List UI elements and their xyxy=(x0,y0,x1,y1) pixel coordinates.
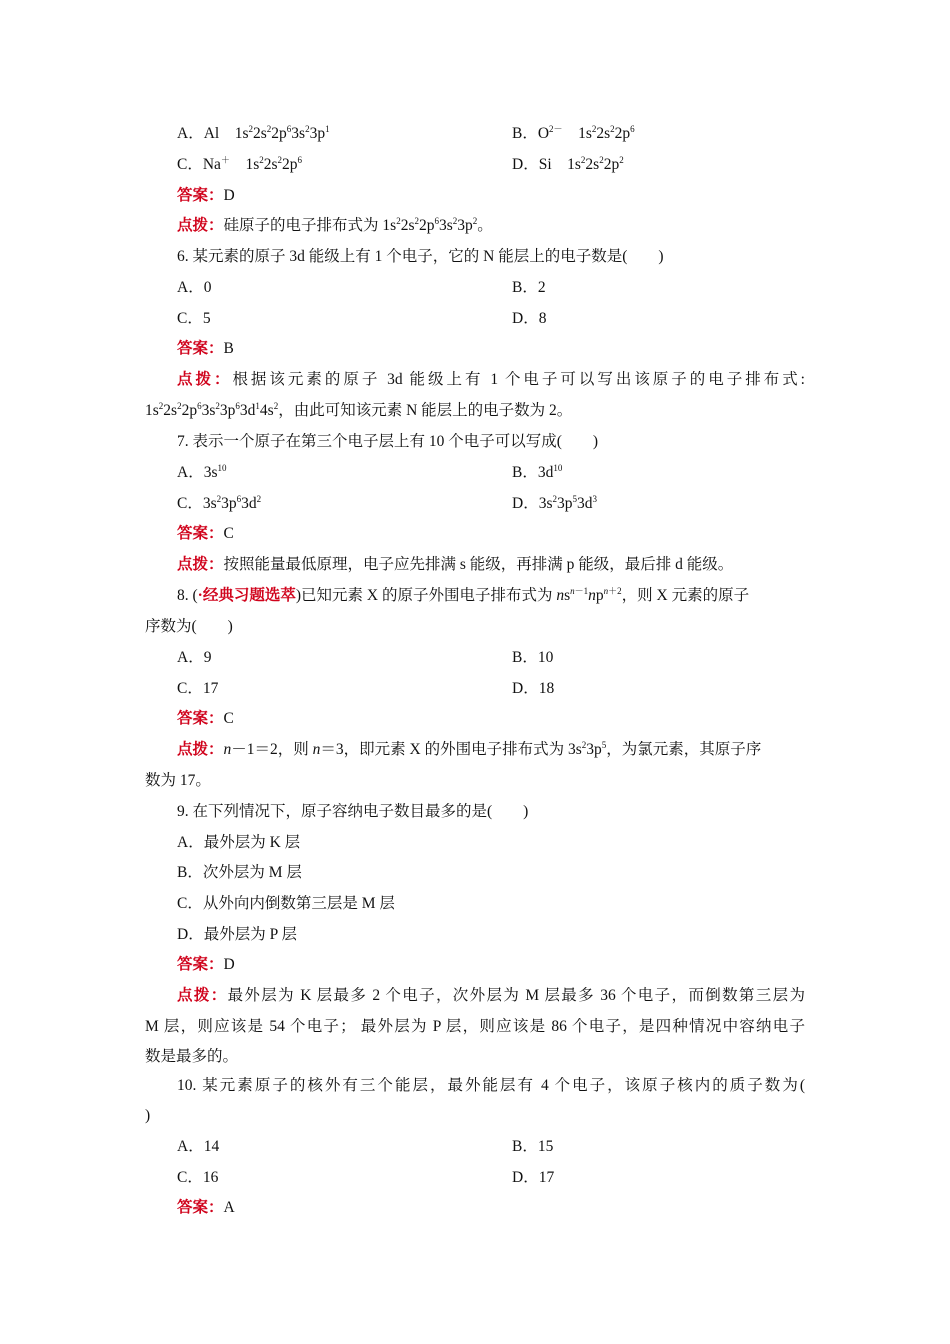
q6-answer: 答案：B xyxy=(177,340,234,357)
q5-answer: 答案：D xyxy=(177,187,235,204)
answer-label: 答案： xyxy=(177,340,224,357)
q7-option-b: B．$3d^{10}$ xyxy=(512,463,563,481)
q8-option-c: C．17 xyxy=(177,680,219,697)
q9-option-d: D．最外层为 P 层 xyxy=(177,926,297,943)
answer-label: 答案： xyxy=(177,710,224,727)
q5-option-b: B．$O^{2-}$ $1s^22s^22p^6$ xyxy=(512,124,635,142)
q10-stem-line2: ) xyxy=(145,1107,151,1124)
q6-option-b: B．2 xyxy=(512,279,546,296)
q8-stem-line1: 8. (·经典习题选萃)已知元素 X 的原子外围电子排布式为 $ns^{n-1}np^{n+2}$，则 X 元素的原子 xyxy=(177,586,750,604)
q5-option-a: A．Al $1s^22s^22p^63s^23p^1$ xyxy=(177,124,330,142)
q9-answer: 答案：D xyxy=(177,956,235,973)
answer-label: 答案： xyxy=(177,1199,224,1216)
q7-option-a: A．$3s^{10}$ xyxy=(177,463,227,481)
q6-option-c: C．5 xyxy=(177,310,211,327)
q10-answer: 答案：A xyxy=(177,1199,235,1216)
q8-answer: 答案：C xyxy=(177,710,234,727)
q7-stem: 7. 表示一个原子在第三个电子层上有 10 个电子可以写成( ) xyxy=(177,433,599,450)
q8-option-b: B．10 xyxy=(512,649,554,666)
q9-option-c: C．从外向内倒数第三层是 M 层 xyxy=(177,895,395,912)
q7-option-d: D．$3s^23p^53d^3$ xyxy=(512,494,597,512)
source-tag: ·经典习题选萃 xyxy=(197,587,296,604)
hint-label: 点拨： xyxy=(177,987,228,1004)
q7-hint: 点拨：按照能量最低原理，电子应先排满 s 能级，再排满 p 能级，最后排 d 能级。 xyxy=(177,556,734,573)
hint-label: 点拨： xyxy=(177,741,224,758)
q5-option-c: C．Na＋ $1s^22s^22p^6$ xyxy=(177,155,303,173)
hint-label: 点拨： xyxy=(177,217,224,234)
q9-stem: 9. 在下列情况下，原子容纳电子数目最多的是( ) xyxy=(177,803,529,820)
q9-hint-line3: 数是最多的。 xyxy=(145,1048,239,1065)
q10-stem-line1: 10. 某元素原子的核外有三个能层，最外能层有 4 个电子，该原子核内的质子数为( xyxy=(177,1077,805,1094)
q9-hint-line2: M 层，则应该是 54 个电子； 最外层为 P 层，则应该是 86 个电子，是四种情况中容纳电子 xyxy=(145,1018,805,1035)
q9-hint-line1: 点拨：最外层为 K 层最多 2 个电子，次外层为 M 层最多 36 个电子，而倒数第三层为 xyxy=(177,987,805,1004)
answer-label: 答案： xyxy=(177,525,224,542)
q8-stem-line2: 序数为( ) xyxy=(145,618,233,635)
q8-hint-line2: 数为 17。 xyxy=(145,772,211,789)
hint-label: 点拨： xyxy=(177,371,233,388)
q6-hint-line1: 点拨：根据该元素的原子 3d 能级上有 1 个电子可以写出该原子的电子排布式: xyxy=(177,371,805,388)
hint-label: 点拨： xyxy=(177,556,224,573)
q8-option-d: D．18 xyxy=(512,680,555,697)
answer-label: 答案： xyxy=(177,956,224,973)
q6-option-a: A．0 xyxy=(177,279,212,296)
q10-option-c: C．16 xyxy=(177,1169,219,1186)
q6-option-d: D．8 xyxy=(512,310,547,327)
q8-option-a: A．9 xyxy=(177,649,212,666)
q9-option-b: B．次外层为 M 层 xyxy=(177,864,302,881)
q7-option-c: C．$3s^23p^63d^2$ xyxy=(177,494,262,512)
q10-option-b: B．15 xyxy=(512,1138,554,1155)
q8-hint-line1: 点拨：n－1＝2，则 n＝3，即元素 X 的外围电子排布式为 $3s^23p^5$，为氯元素，其原子序 xyxy=(177,740,762,758)
q7-answer: 答案：C xyxy=(177,525,234,542)
q9-option-a: A．最外层为 K 层 xyxy=(177,834,301,851)
q6-hint-line2: $1s^22s^22p^63s^23p^63d^14s^2$，由此可知该元素 N 能层上的电子数为 2。 xyxy=(145,401,573,419)
q10-option-a: A．14 xyxy=(177,1138,220,1155)
q5-hint: 点拨：硅原子的电子排布式为 $1s^22s^22p^63s^23p^2$。 xyxy=(177,216,493,234)
q10-option-d: D．17 xyxy=(512,1169,555,1186)
q5-option-d: D．Si $1s^22s^22p^2$ xyxy=(512,155,624,173)
answer-label: 答案： xyxy=(177,187,224,204)
q6-stem: 6. 某元素的原子 3d 能级上有 1 个电子，它的 N 能层上的电子数是( ) xyxy=(177,248,664,265)
